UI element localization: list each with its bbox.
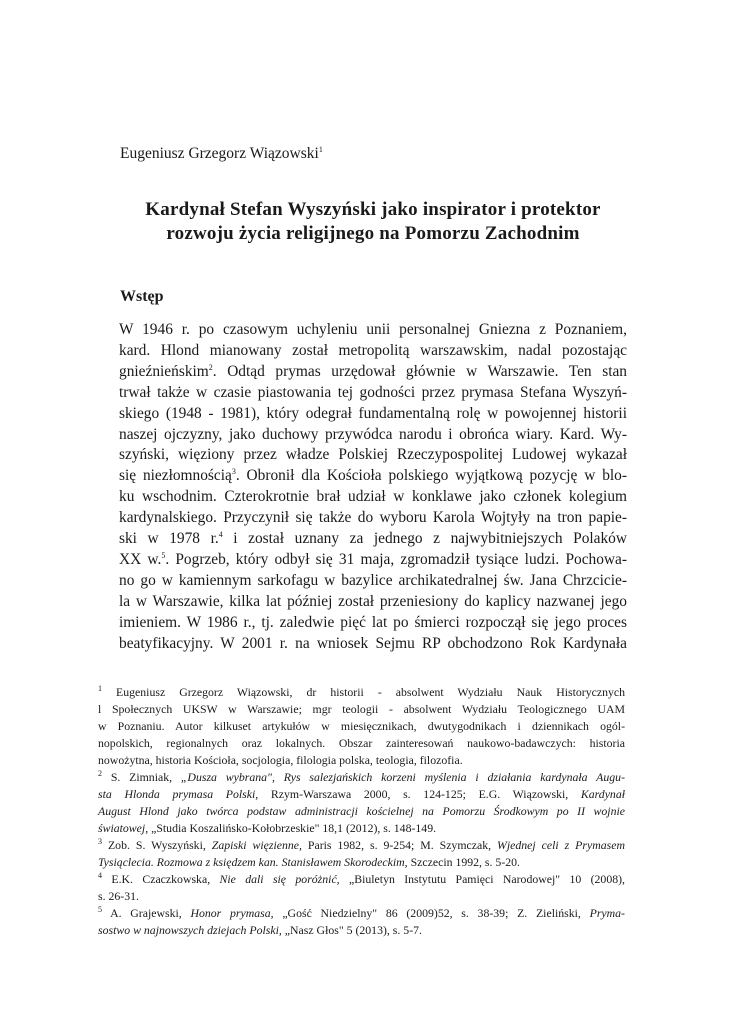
footnote-ref-5[interactable]: 5: [161, 550, 166, 560]
body-line: no go w kamiennym sarkofagu w bazylice archikatedralnej św. Jana Chrzcicie-: [119, 571, 627, 589]
title-line-2: rozwoju życia religijnego na Pomorzu Zachodnim: [166, 223, 580, 244]
body-line: się niezłomnością$^3$. Obronił dla Kościoła polskiego wyjątkową pozycję w blo-: [119, 467, 627, 485]
footnote-line: $^4$ E.K. Czaczkowska, Nie dali się poróżnić, „Biuletyn Instytutu Pamięci Narodowej" 10 (2008),: [98, 871, 625, 886]
footnote-line: sta Hlonda prymasa Polski, Rzym-Warszawa 2000, s. 124-125; E.G. Wiązowski, Kardynał: [98, 787, 626, 801]
body-line: beatyfikacyjny. W 2001 r. na wniosek Sejmu RP obchodzono Rok Kardynała: [119, 634, 627, 652]
body-line: trwał także w czasie piastowania tej godności przez prymasa Stefana Wyszyń-: [119, 383, 627, 401]
footnote-line: $^3$ Zob. S. Wyszyński, Zapiski więzienne, Paris 1982, s. 9-254; M. Szymczak, Wjednej celi z Prymasem: [98, 837, 625, 852]
body-line: kardynalskiego. Przyczynił się także do wyboru Karola Wojtyły na tron papie-: [119, 509, 627, 527]
body-line: la w Warszawie, kilka lat później został przeniesiony do kaplicy nazwanej jego: [119, 592, 627, 610]
footnote-line: August Hlond jako twórca podstaw administracji kościelnej na Pomorzu Środkowym po II wojnie: [98, 804, 625, 818]
footnote-line: s. 26-31.: [98, 889, 139, 903]
footnote-3: [98, 837, 625, 871]
body-line: naszej ojczyzny, jako duchowy przywódca narodu i obrońca wiary. Kard. Wy-: [119, 425, 627, 443]
body-line: szyński, więziony przez władze Polskiej Rzeczypospolitej Ludowej wykazał: [119, 446, 627, 464]
footnote-line: w Poznaniu. Autor kilkuset artykułów w miesięcznikach, dwutygodnikach i dziennikach ogól-: [98, 719, 625, 733]
body-line: ski w 1978 r.$^4$ i został uznany za jednego z najwybitniejszych Polaków: [119, 529, 627, 548]
footnotes: [98, 684, 625, 939]
body-line: kard. Hlond mianowany został metropolitą warszawskim, nadal pozostając: [119, 341, 627, 359]
footnote-5: [98, 905, 625, 939]
body-line: gnieźnieńskim$^2$. Odtąd prymas urzędował głównie w Warszawie. Ten stan: [119, 362, 627, 380]
title-line-1: Kardynał Stefan Wyszyński jako inspirator i protektor: [145, 199, 601, 220]
body-text: [119, 320, 627, 655]
author-footnote-ref[interactable]: 1: [318, 144, 323, 154]
footnote-1: [98, 684, 625, 769]
footnote-line: $^1$ Eugeniusz Grzegorz Wiązowski, dr historii - absolwent Wydziału Nauk Historycznych: [98, 684, 625, 699]
body-line: skiego (1948 - 1981), który odegrał fundamentalną rolę w powojennej historii: [119, 404, 627, 422]
footnote-ref-4[interactable]: 4: [218, 529, 223, 539]
footnote-4: [98, 871, 625, 905]
footnote-ref-2[interactable]: 2: [208, 362, 213, 372]
body-line: imieniem. W 1986 r., tj. zaledwie pięć lat po śmierci rozpoczął się jego proces: [119, 613, 627, 631]
author-name: Eugeniusz Grzegorz Wiązowski: [120, 145, 319, 162]
footnote-line: l Społecznych UKSW w Warszawie; mgr teologii - absolwent Wydziału Teologicznego UAM: [98, 702, 625, 716]
footnote-line: nopolskich, regionalnych oraz lokalnych. Obszar zainteresowań naukowo-badawczych: historia: [98, 736, 625, 750]
body-line: XX w.$^5$. Pogrzeb, który odbył się 31 maja, zgromadził tysiące ludzi. Pochowa-: [119, 550, 627, 568]
footnote-line: $^5$ A. Grajewski, Honor prymasa, „Gość Niedzielny" 86 (2009)52, s. 38-39; Z. Zieliński, Pryma-: [98, 905, 625, 920]
body-line: ku wschodnim. Czterokrotnie brał udział w konklawe jako członek kolegium: [119, 488, 627, 506]
footnote-ref-3[interactable]: 3: [231, 467, 236, 477]
body-line: W 1946 r. po czasowym uchyleniu unii personalnej Gniezna z Poznaniem,: [119, 321, 627, 338]
author-line: [120, 145, 323, 163]
article-title: [108, 198, 638, 246]
footnote-line: światowej, „Studia Koszalińsko-Kołobrzeskie" 18,1 (2012), s. 148-149.: [98, 821, 437, 835]
footnote-line: sostwo w najnowszych dziejach Polski, „Nasz Głos" 5 (2013), s. 5-7.: [98, 923, 422, 937]
footnote-line: Tysiąclecia. Rozmowa z księdzem kan. Stanisławem Skorodeckim, Szczecin 1992, s. 5-20.: [98, 855, 520, 869]
section-heading: Wstęp: [120, 288, 164, 305]
footnote-line: $^2$ S. Zimniak, „Dusza wybrana", Rys salezjańskich korzeni myślenia i działania kardynała Augu-: [98, 769, 626, 784]
footnote-2: [98, 769, 625, 837]
footnote-line: nowożytna, historia Kościoła, socjologia, filologia polska, teologia, filozofia.: [98, 753, 463, 767]
